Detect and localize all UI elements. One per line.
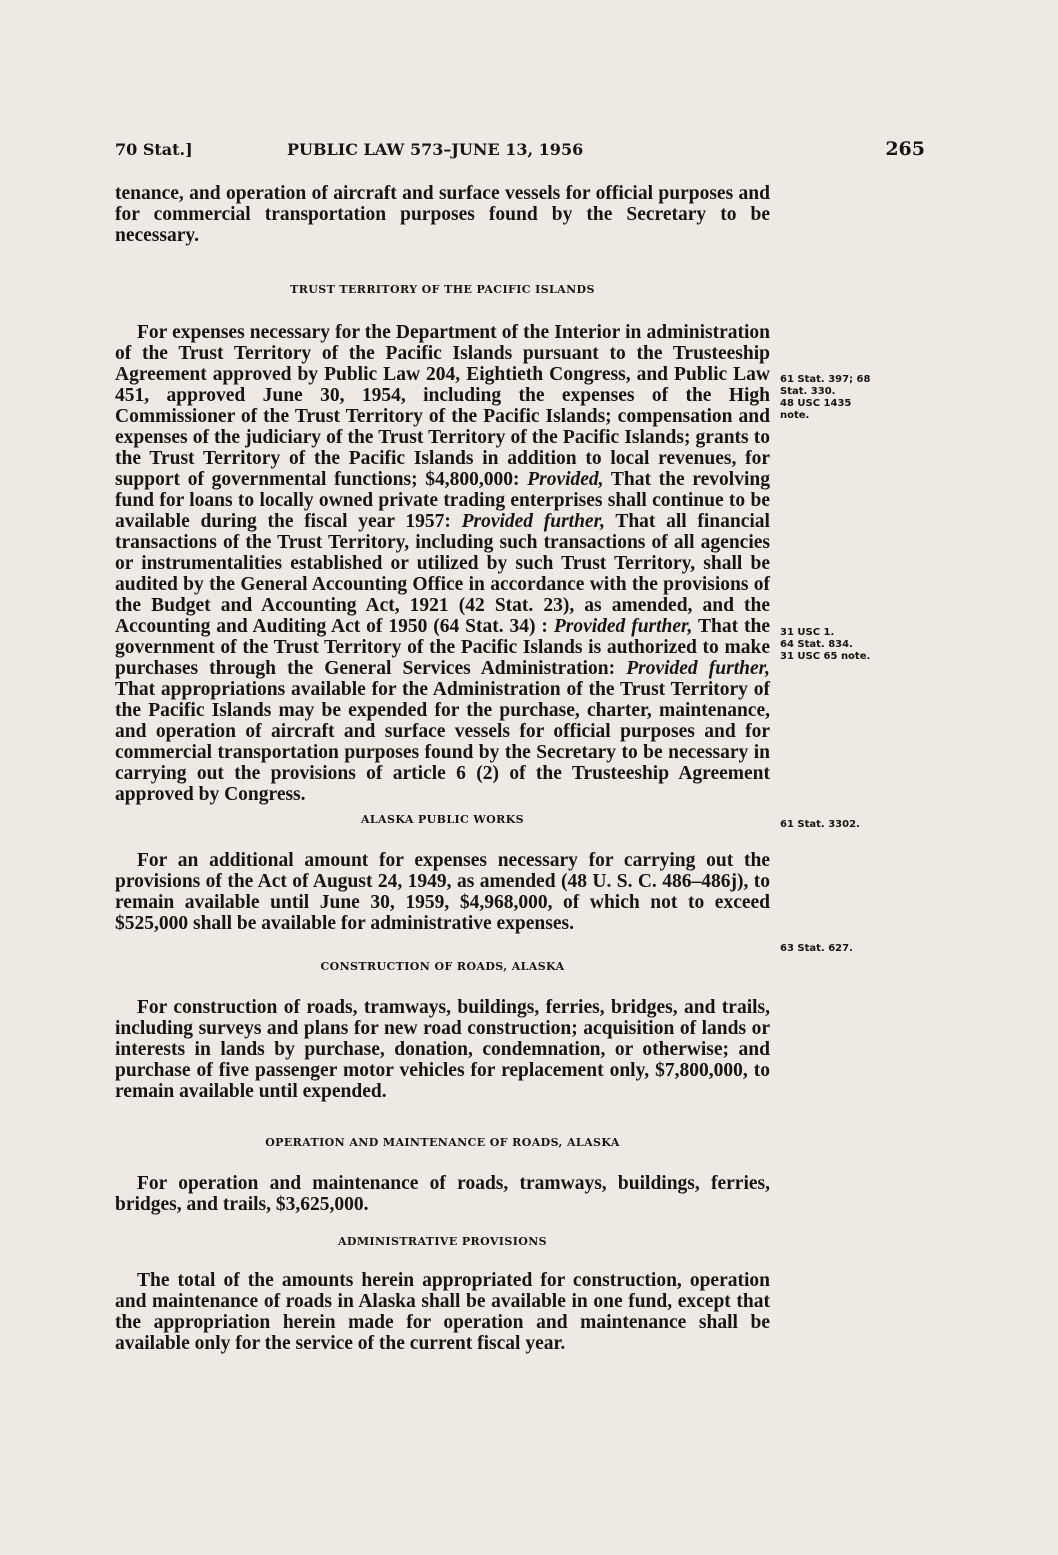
trust-text-d: That the government of the Trust Territory of the Pacific Islands is authorized to make purchases through the General Services Administration: bbox=[115, 616, 770, 679]
alaska-public-works-heading: ALASKA PUBLIC WORKS bbox=[360, 813, 525, 826]
operation-maintenance-paragraph: For operation and maintenance of roads, tramways, buildings, ferries, bridges, and trails, $3,625,000. bbox=[115, 1173, 770, 1215]
provided-1: Provided, bbox=[527, 469, 604, 490]
page-number: 265 bbox=[885, 138, 925, 160]
construction-roads-paragraph: For construction of roads, tramways, buildings, ferries, bridges, and trails, including surveys and plans for new road construction; acquisition of lands or interests in lands by purchase, donation, condemnation, or otherwise; and purchase of five passenger motor vehicles for replacement only, $7,800,000, to remain available until expended. bbox=[115, 997, 770, 1102]
operation-maintenance-heading: OPERATION AND MAINTENANCE OF ROADS, ALASKA bbox=[265, 1136, 620, 1149]
trust-text-e: That appropriations available for the Administration of the Trust Territory of the Pacific Islands may be expended for the purchase, charter, maintenance, and operation of aircraft and surface vessels for official purposes and for commercial transportation purposes found by the Secretary to be necessary in carrying out the provisions of article 6 (2) of the Trusteeship Agreement approved by Congress. bbox=[115, 679, 770, 805]
provided-3: Provided further, bbox=[553, 616, 693, 637]
trust-text-b: That the revolving fund for loans to locally owned private trading enterprises shall continue to be available during the fiscal year 1957: bbox=[115, 469, 770, 532]
trust-text-a: For expenses necessary for the Department of the Interior in administration of the Trust Territory of the Pacific Islands pursuant to the Trusteeship Agreement approved by Public Law 204, Eightieth Congress, and Public Law 451, approved June 30, 1954, including the expenses of the High Commissioner of the Trust Territory of the Pacific Islands; compensation and expenses of the judiciary of the Trust Territory of the Pacific Islands; grants to the Trust Territory of the Pacific Islands in addition to local revenues, for support of governmental functions; $4,800,000: bbox=[115, 322, 770, 490]
margin-note-stat-3302: 61 Stat. 3302. bbox=[780, 819, 860, 830]
volume-label: 70 Stat.] bbox=[115, 140, 193, 159]
provided-4: Provided further, bbox=[626, 658, 771, 679]
intro-paragraph: tenance, and operation of aircraft and surface vessels for official purposes and for commercial transportation purposes found by the Secretary to be necessary. bbox=[115, 183, 770, 246]
margin-note-stat-397: 61 Stat. 397; 68 Stat. 330. 48 USC 1435 note. bbox=[780, 374, 871, 421]
administrative-provisions-heading: ADMINISTRATIVE PROVISIONS bbox=[337, 1235, 548, 1248]
margin-note-31-usc: 31 USC 1. 64 Stat. 834. 31 USC 65 note. bbox=[780, 627, 871, 662]
page-header bbox=[115, 140, 925, 170]
alaska-public-works-paragraph: For an additional amount for expenses necessary for carrying out the provisions of the Act of August 24, 1949, as amended (48 U. S. C. 486–486j), to remain available until June 30, 1959, $4,968,000, of which not to exceed $525,000 shall be available for administrative expenses. bbox=[115, 850, 770, 934]
body-text bbox=[115, 183, 770, 1354]
margin-note-stat-627: 63 Stat. 627. bbox=[780, 943, 853, 954]
administrative-provisions-paragraph: The total of the amounts herein appropriated for construction, operation and maintenance of roads in Alaska shall be available in one fund, except that the appropriation herein made for operation and maintenance shall be available only for the service of the current fiscal year. bbox=[115, 1270, 770, 1354]
trust-text-c: That all financial transactions of the Trust Territory, including such transactions of all agencies or instrumentalities established or utilized by such Trust Territory, shall be audited by the General Accounting Office in accordance with the provisions of the Budget and Accounting Act, 1921 (42 Stat. 23), as amended, and the Accounting and Auditing Act of 1950 (64 Stat. 34) : bbox=[115, 511, 770, 637]
trust-territory-heading: TRUST TERRITORY OF THE PACIFIC ISLANDS bbox=[290, 283, 595, 296]
construction-roads-heading: CONSTRUCTION OF ROADS, ALASKA bbox=[320, 960, 565, 973]
law-title: PUBLIC LAW 573–JUNE 13, 1956 bbox=[287, 140, 584, 159]
trust-territory-paragraph bbox=[115, 322, 770, 805]
provided-2: Provided further, bbox=[461, 511, 605, 532]
